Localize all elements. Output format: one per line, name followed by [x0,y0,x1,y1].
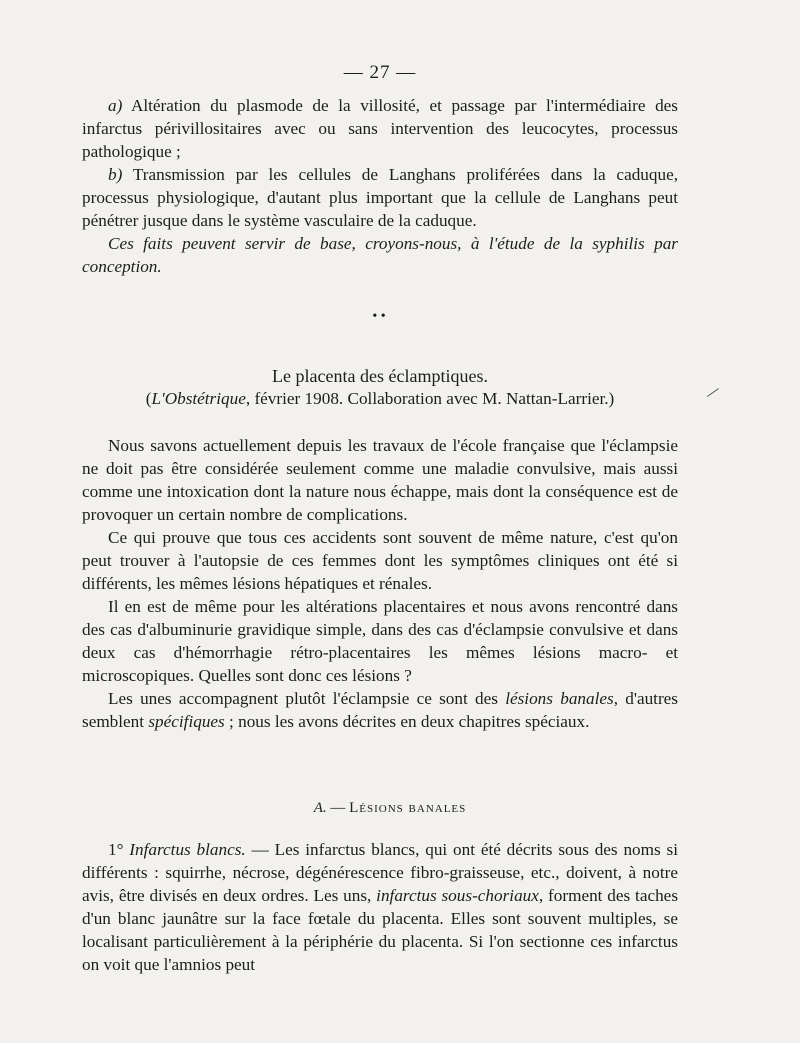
subheading-letter: A. [313,800,327,816]
source-line [0,389,760,409]
paragraph-4 [82,687,678,733]
term-infarctus-blancs: Infarctus blancs. [123,840,246,859]
conclusion-paragraph: Ces faits peuvent servir de base, croyons-nous, à l'étude de la syphilis par conception. [82,234,678,276]
section-title: Le placenta des éclamptiques. [272,366,488,386]
list-item-a [82,94,678,163]
paragraph-4-part-c: , d'autres semblent [82,689,678,731]
list-block [82,94,678,278]
term-sous-choriaux: infarctus sous-choriaux [376,886,539,905]
paragraph-1: Nous savons actuellement depuis les travaux de l'école française que l'éclampsie ne doit pas être considérée seulement comme une maladie convulsive, mais aussi comme une intoxication dont la nature nous échappe, mais dont la conséquence est de provoquer un certain nombre de complications. [82,436,678,524]
paragraph-infarctus [82,838,678,976]
paragraph-4-part-a: Les unes accompagnent plutôt l'éclampsie ce sont des [108,689,506,708]
list-item-b [82,163,678,232]
infarctus-text-1: — Les infarctus blancs, qui ont été décrits sous des noms si différents : squirrhe, nécrose, dégénérescence fibro-graisseuse, etc., doivent, à notre avis, être divisés en deux ordres. Les uns, [82,840,678,905]
paragraph-3: Il en est de même pour les altérations placentaires et nous avons rencontré dans des cas d'albuminurie gravidique simple, dans des cas d'éclampsie convulsive et dans deux cas d'hémorrhagie rétro-placentaires les mêmes lésions macro- et microscopiques. Quelles sont donc ces lésions ? [82,597,678,685]
paragraph-4-term-banales: lésions banales [505,689,614,708]
source-journal: L'Obstétrique [151,389,246,408]
separator-asterism: • • [372,309,386,324]
subheading-text: Lésions banales [349,800,467,816]
subheading-dash: — [326,800,350,816]
page-number: — 27 — [343,62,417,83]
source-rest: , février 1908. Collaboration avec M. Nattan-Larrier.) [245,389,615,408]
paragraph-2: Ce qui prouve que tous ces accidents sont souvent de même nature, c'est qu'on peut trouver à l'autopsie de ces femmes dont les symptômes cliniques ont été si différents, les mêmes lésions hépatiques et rénales. [82,528,678,593]
infarctus-text-2: , forment des taches d'un blanc jaunâtre sur la face fœtale du placenta. Elles sont souvent multiples, se localisant particulièrement à la périphérie du placenta. Si l'on sectionne ces infarctus on voit que l'amnios peut [82,886,679,974]
list-marker-a: a) [108,96,123,115]
last-block [82,838,678,976]
body-block [82,434,678,733]
list-marker-b: b) [108,165,123,184]
item-number: 1° [108,840,124,859]
paragraph-4-term-specifiques: spécifiques [148,712,225,731]
paragraph-4-part-e: ; nous les avons décrites en deux chapitres spéciaux. [224,712,590,731]
list-text-a: Altération du plasmode de la villosité, et passage par l'intermédiaire des infarctus périvillositaires avec ou sans intervention des leucocytes, processus pathologique ; [82,96,678,161]
subheading [0,800,780,817]
list-text-b: Transmission par les cellules de Langhans proliférées dans la caduque, processus physiologique, d'autant plus important que la cellule de Langhans peut pénétrer jusque dans le système vasculaire de la caduque. [82,165,678,230]
source-open: ( [145,389,152,408]
